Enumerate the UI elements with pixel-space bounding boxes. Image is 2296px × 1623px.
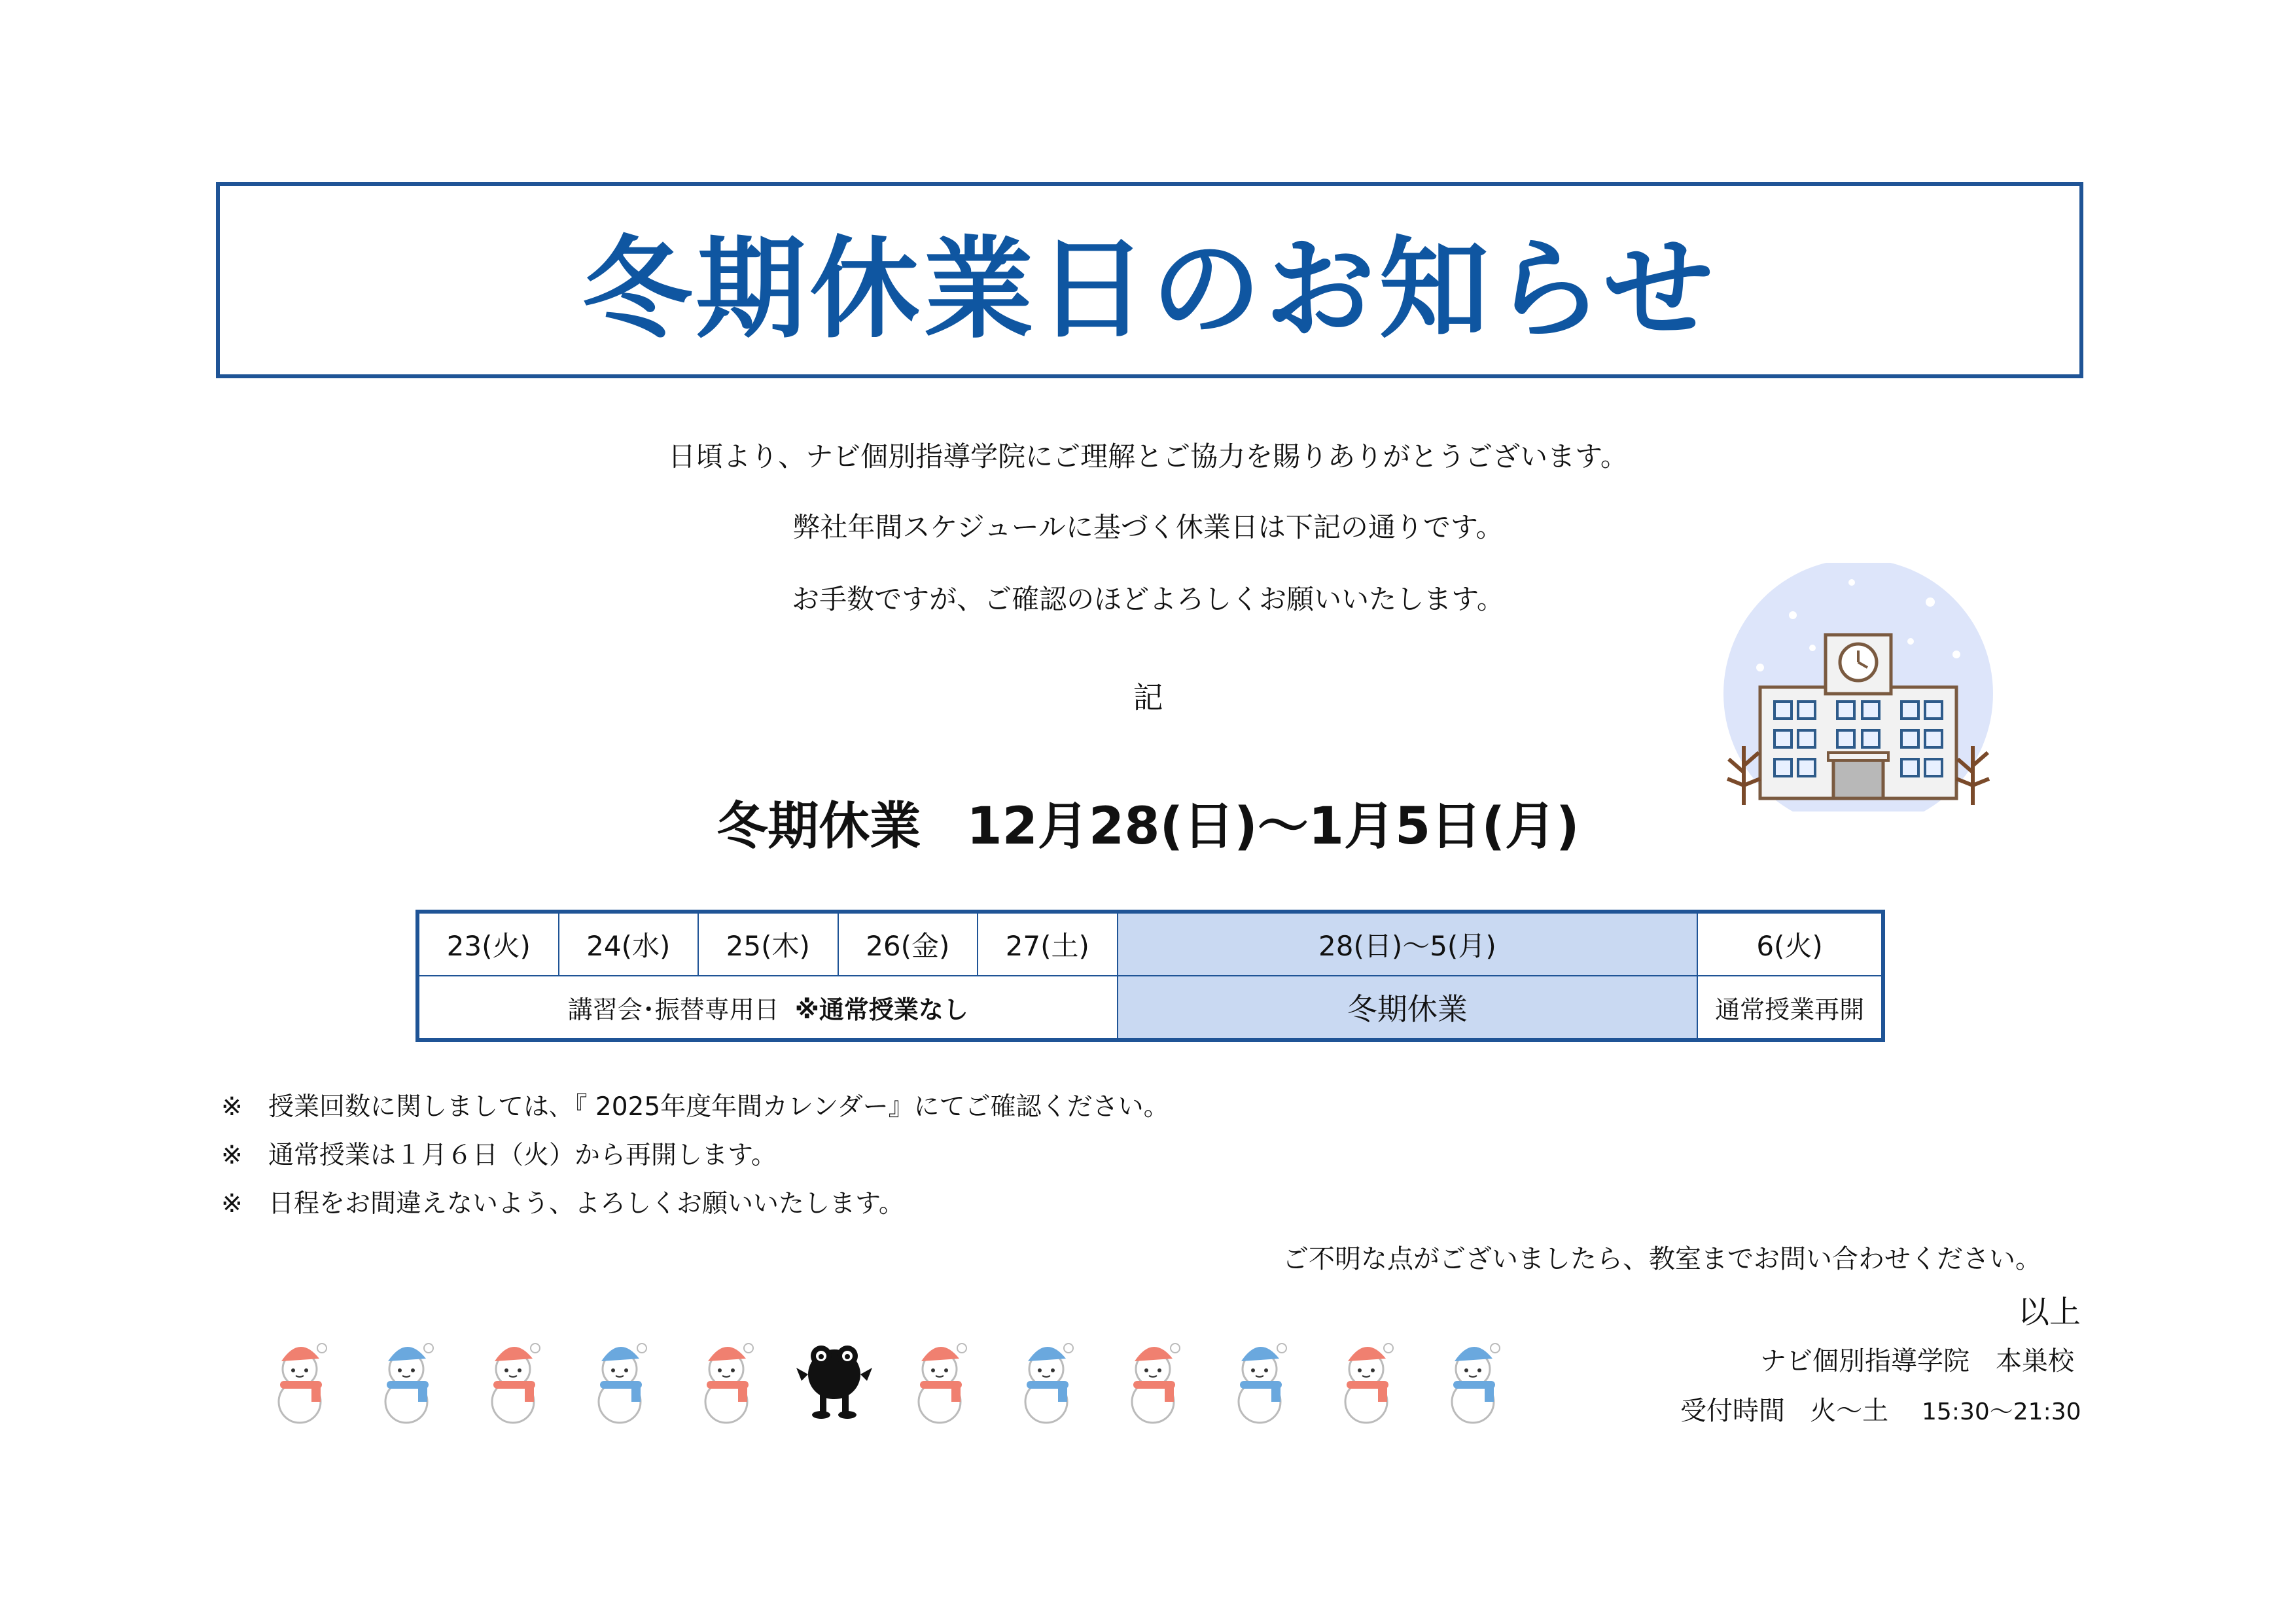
reception-hours: 受付時間 火～土 15:30～21:30 [1680, 1396, 2081, 1426]
note-3: ※ 日程をお間違えないよう、よろしくお願いいたします。 [221, 1189, 904, 1219]
period-label: 冬期休業 [716, 797, 921, 856]
snowman-row [262, 1329, 1525, 1427]
day-cell: 23(火) [417, 912, 559, 976]
page-title: 冬期休業日のお知らせ [582, 224, 1718, 353]
resume-label-cell: 通常授業再開 [1697, 976, 1883, 1040]
snowman-icon [902, 1329, 980, 1427]
intro-line-3: お手数ですが、ご確認のほどよろしくお願いいたします。 [792, 583, 1504, 615]
intro-line-1: 日頃より、ナビ個別指導学院にご理解とご協力を賜りありがとうございます。 [668, 440, 1628, 473]
snowman-icon [1328, 1329, 1407, 1427]
note-2: ※ 通常授業は１月６日（火）から再開します。 [221, 1141, 777, 1170]
period-range: 12月28(日)～1月5日(月) [966, 797, 1580, 856]
day-cell: 27(土) [978, 912, 1118, 976]
snowman-icon [582, 1329, 660, 1427]
snowman-icon [688, 1329, 767, 1427]
holiday-period [0, 785, 2296, 859]
snowman-icon [475, 1329, 554, 1427]
closed-days-cell: 28(日)～5(月) [1118, 912, 1698, 976]
title-box [216, 182, 2083, 378]
snowman-icon [1435, 1329, 1513, 1427]
snowman-icon [262, 1329, 340, 1427]
schedule-table [415, 910, 1885, 1042]
closing-text: 以上 [2017, 1294, 2081, 1330]
school-name: ナビ個別指導学院 本巣校 [1760, 1346, 2074, 1376]
schedule-status-row [417, 976, 1883, 1040]
ki-mark: 記 [1133, 680, 1163, 715]
snowman-icon [1008, 1329, 1087, 1427]
closed-label-cell: 冬期休業 [1118, 976, 1698, 1040]
snowman-icon [1222, 1329, 1300, 1427]
schedule-days-row [417, 912, 1883, 976]
day-cell: 25(木) [698, 912, 838, 976]
lecture-cell [417, 976, 1118, 1040]
contact-text: ご不明な点がございましたら、教室までお問い合わせください。 [1282, 1244, 2041, 1274]
resume-day-cell: 6(火) [1697, 912, 1883, 976]
day-cell: 24(水) [559, 912, 699, 976]
intro-line-2: 弊社年間スケジュールに基づく休業日は下記の通りです。 [792, 511, 1504, 543]
snowman-icon [368, 1329, 447, 1427]
day-cell: 26(金) [838, 912, 978, 976]
no-class-label: ※通常授業なし [794, 995, 968, 1024]
lecture-label: 講習会･振替専用日 [567, 995, 779, 1024]
note-1: ※ 授業回数に関しましては､『 2025年度年間カレンダー』にてご確認ください。 [221, 1092, 1169, 1122]
snowman-icon [1115, 1329, 1193, 1427]
school-building-icon [1721, 563, 1996, 812]
dark-character-icon [795, 1329, 874, 1427]
